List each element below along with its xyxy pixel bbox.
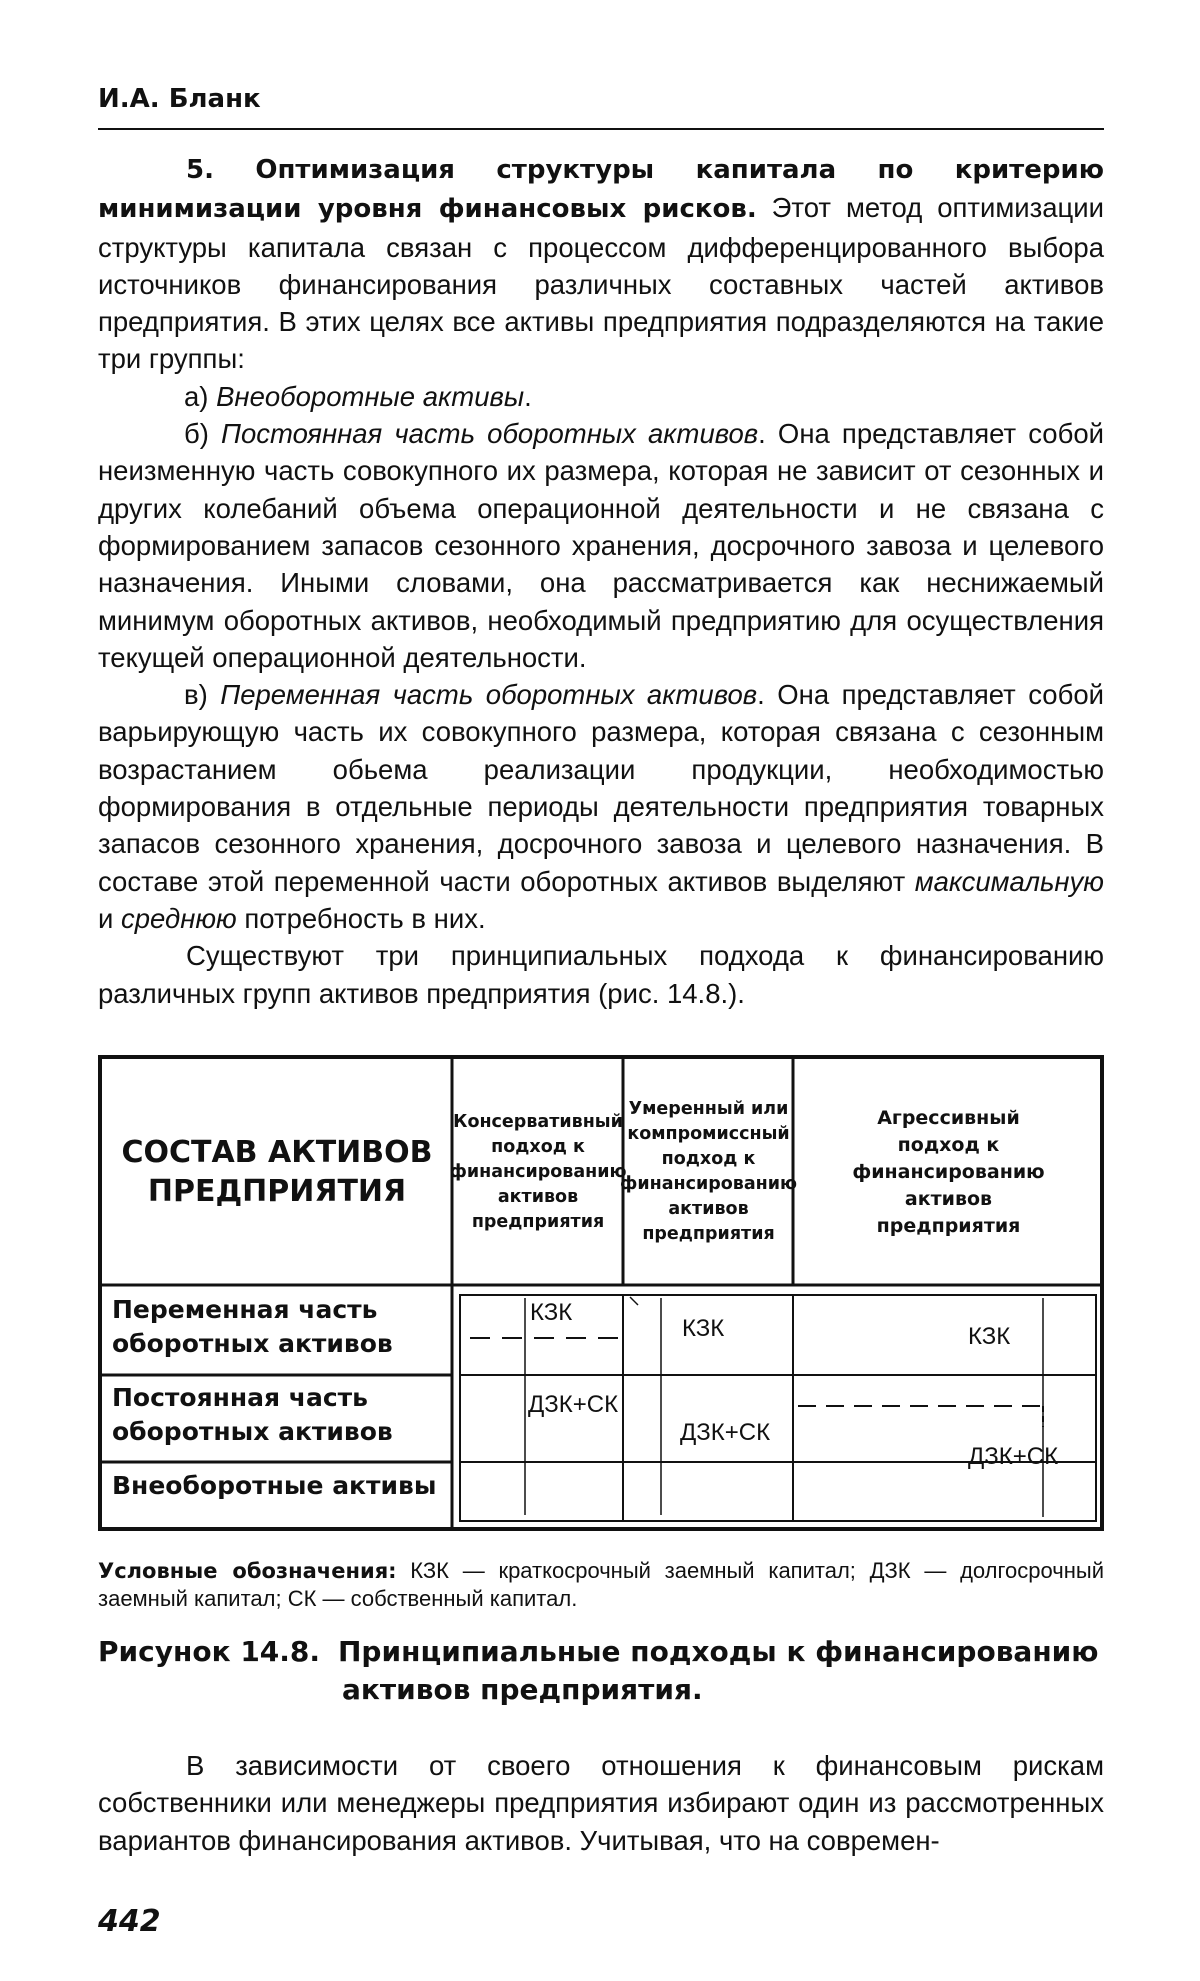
item-b-marker: б) [184,418,222,450]
row-label-noncurrent: Внеоборотные активы [112,1471,437,1500]
header-moderate: Умеренный или компромиссный подход к финансированию активов предприятия [619,1099,798,1244]
caption-title-line1: Принципиальные подходы к финансированию [338,1635,1099,1668]
row-label-permanent: Постоянная часть оборотных активов [112,1383,393,1446]
item-a-end: . [524,380,532,412]
figure-caption [98,1633,1104,1709]
header-composition: СОСТАВ АКТИВОВ ПРЕДПРИЯТИЯ [121,1135,433,1209]
item-c-term: Переменная часть оборотных активов [220,679,758,711]
figure-legend [98,1557,1104,1613]
header-rule [98,128,1104,130]
paragraph-risk-attitude: В зависимости от своего отношения к финансовым рискам собственники или менеджеры предприятия избирают один из рассмотренных вариантов финансирования активов. Учитывая, что на современ- [98,1750,1104,1856]
caption-title-line2: активов предприятия. [342,1673,703,1706]
paragraph-approaches: Существуют три принципиальных подхода к финансированию различных групп активов предприятия (рис. 14.8.). [98,940,1104,1009]
page-number: 442 [98,1904,161,1939]
row-label-variable: Переменная часть оборотных активов [112,1295,393,1358]
aggressive-kzk-label: КЗК [968,1323,1011,1350]
moderate-tick [630,1297,638,1305]
item-b-term: Постоянная часть оборотных активов [221,418,759,450]
item-a-marker: а) [184,380,217,412]
legend-key: Условные обозначения: [98,1559,397,1583]
aggressive-dzk-sk-label: ДЗК+СК [968,1443,1059,1470]
item-c [98,676,1104,937]
header-aggressive: Агрессивный подход к финансированию активов предприятия [852,1106,1045,1237]
method-5-heading: 5. Оптимизация структуры капитала по критерию минимизации уровня финансовых рисков. [98,155,1104,225]
item-b-text: . Она представляет собой неизменную часть совокупного их размера, которая не зависит от сезонных и других колебаний объема операционной деятельности и не связана с формированием запасов сезонного хранения, досрочного завоза и целевого назначения. Иными словами, она рассматривается как неснижаемый минимум оборотных активов, необходимый предприятию для осуществления текущей операционной деятельности. [98,418,1104,673]
item-c-max: максимальную [914,865,1104,897]
paragraph-method-5 [98,150,1104,378]
body-text-upper [98,150,1104,1012]
conservative-dzk-sk-label: ДЗК+СК [528,1391,619,1418]
moderate-kzk-label: КЗК [682,1315,725,1342]
method-5-text: Этот метод оптимизации структуры капитала связан с процессом дифференцированного выбора источников финансирования различных составных частей активов предприятия. В этих целях все активы предприятия подразделяются на такие три группы: [98,192,1105,375]
item-c-and: и [98,902,122,934]
conservative-kzk-label: КЗК [530,1299,573,1326]
item-c-avg: среднюю [121,902,237,934]
caption-number: Рисунок 14.8. [98,1635,321,1668]
legend-text: КЗК — краткосрочный заемный капитал; ДЗК — долгосрочный заемный капитал; СК — собственный капитал. [98,1558,1104,1611]
item-a-term: Внеоборотные активы [216,380,525,412]
figure-14-8 [98,1055,1104,1531]
body-text-lower [98,1747,1104,1859]
item-a [98,378,1104,415]
item-b [98,415,1104,676]
header-conservative: Консервативный подход к финансированию активов предприятия [449,1111,627,1232]
moderate-dzk-sk-label: ДЗК+СК [680,1419,771,1446]
running-header-author: И.А. Бланк [98,84,261,114]
item-c-marker: в) [184,679,221,711]
item-c-text: . Она представляет собой варьирующую часть их совокупного размера, которая связана с сезонным возрастанием обьема реализации продукции, необходимостью формирования в отдельные периоды деятельности предприятия товарных запасов сезонного хранения, досрочного завоза и целевого назначения. В составе этой переменной части оборотных активов выделяют [98,679,1104,897]
item-c-end: потребность в них. [236,902,486,934]
